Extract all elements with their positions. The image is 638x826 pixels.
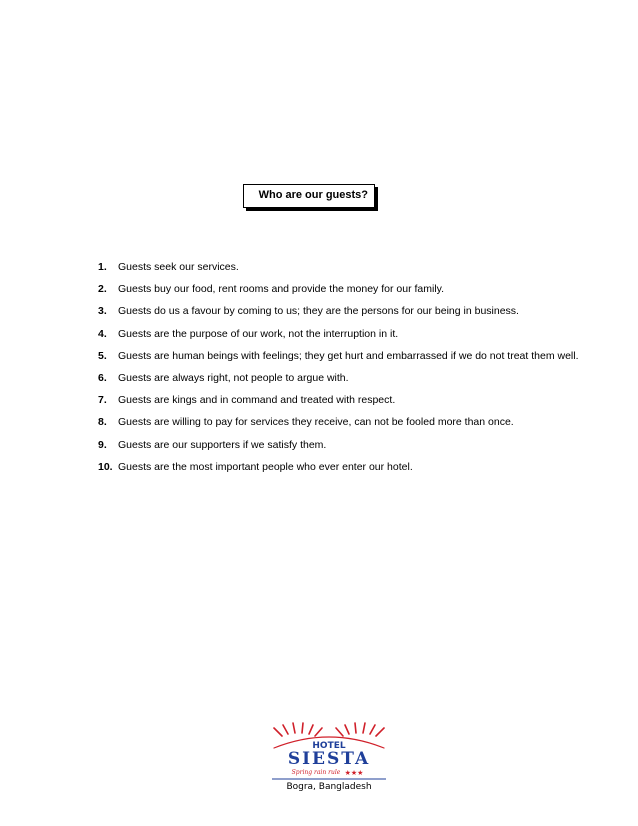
stars-icon: ★★★ xyxy=(344,769,364,777)
item-number: 9. xyxy=(98,438,107,451)
logo-tagline-text: Spring rain rule xyxy=(291,769,341,776)
item-text: Guests are willing to pay for services they receive, can not be fooled more than once. xyxy=(118,416,514,429)
page-title: Who are our guests? xyxy=(258,189,368,201)
guest-list xyxy=(98,256,579,478)
list-item xyxy=(98,278,579,300)
item-text: Guests seek our services. xyxy=(118,261,239,273)
item-number: 1. xyxy=(98,261,107,273)
list-item xyxy=(98,367,579,389)
item-text: Guests are the most important people who ever enter our hotel. xyxy=(118,460,413,473)
list-item xyxy=(98,256,579,278)
heading-box xyxy=(243,184,375,208)
item-text: Guests are always right, not people to argue with. xyxy=(118,371,349,384)
list-item xyxy=(98,389,579,411)
logo-name-text: SIESTA xyxy=(287,749,371,769)
item-number: 6. xyxy=(98,371,107,384)
item-number: 10. xyxy=(98,460,113,473)
list-item xyxy=(98,323,579,345)
list-item xyxy=(98,411,579,433)
item-text: Guests do us a favour by coming to us; they are the persons for our being in business. xyxy=(118,305,519,318)
item-number: 3. xyxy=(98,305,107,318)
logo-hotel-text: HOTEL xyxy=(312,741,346,751)
item-number: 8. xyxy=(98,416,107,429)
item-number: 5. xyxy=(98,349,107,362)
item-text: Guests are the purpose of our work, not the interruption in it. xyxy=(118,327,399,340)
list-item xyxy=(98,434,579,456)
hotel-logo xyxy=(264,722,394,792)
item-text: Guests are our supporters if we satisfy them. xyxy=(118,438,327,451)
item-number: 2. xyxy=(98,283,107,296)
list-item xyxy=(98,300,579,322)
item-text: Guests are human beings with feelings; they get hurt and embarrassed if we do not treat them well. xyxy=(118,349,579,362)
item-text: Guests are kings and in command and treated with respect. xyxy=(118,394,396,407)
logo-location-text: Bogra, Bangladesh xyxy=(286,782,372,792)
item-number: 4. xyxy=(98,327,107,340)
list-item xyxy=(98,345,579,367)
item-number: 7. xyxy=(98,394,107,407)
item-text: Guests buy our food, rent rooms and provide the money for our family. xyxy=(118,283,445,296)
list-item xyxy=(98,456,579,478)
